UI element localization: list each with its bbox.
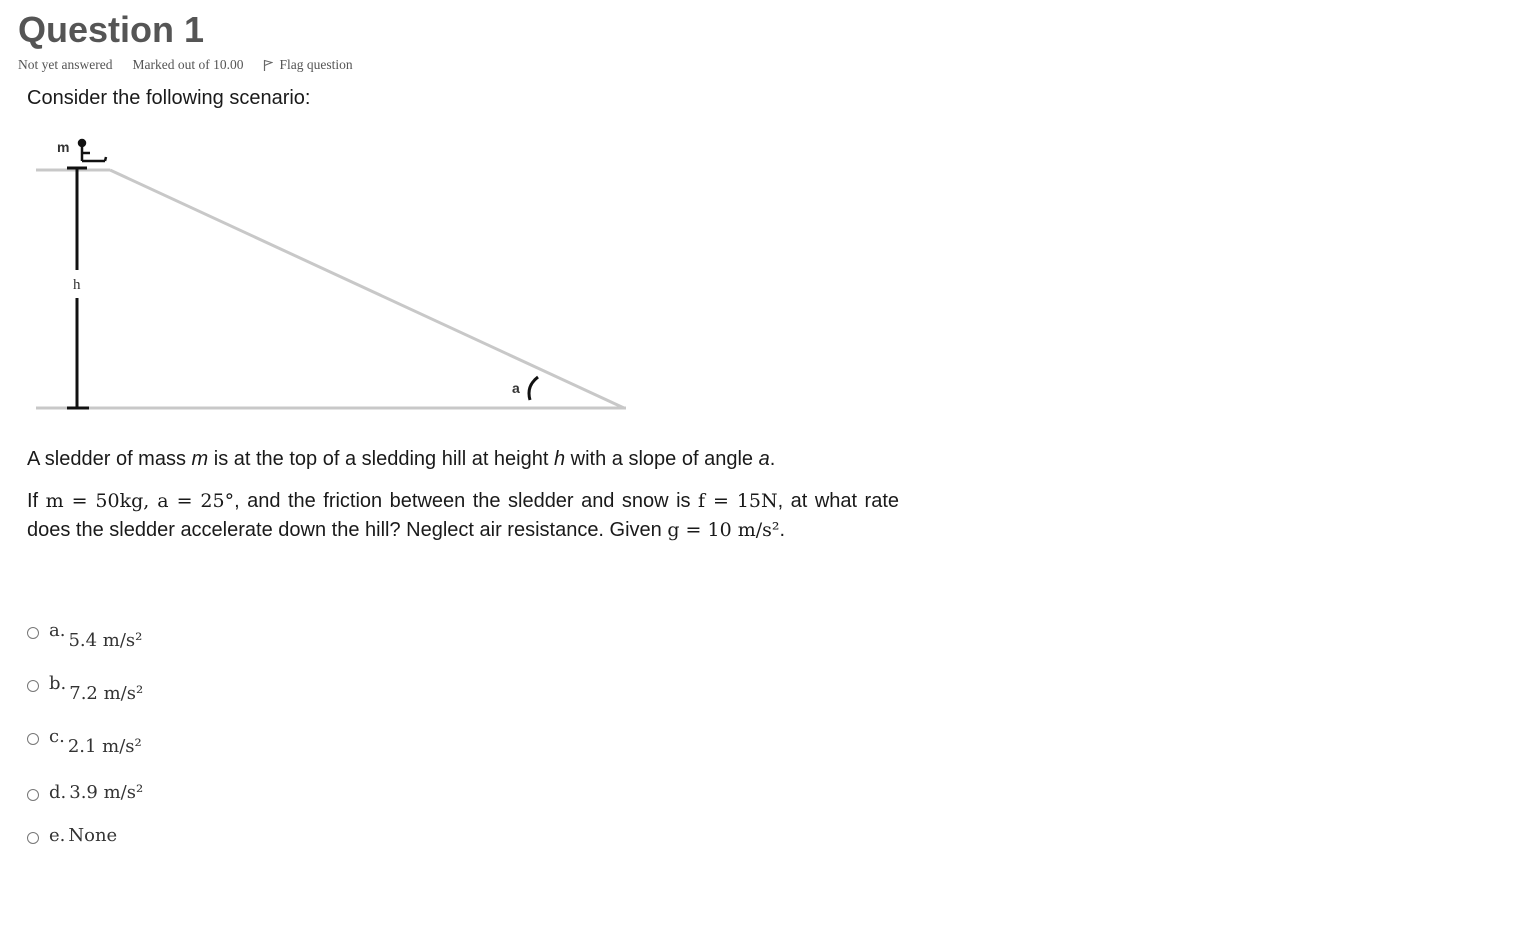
question-status: Not yet answered [18,57,113,72]
answer-option-d[interactable] [27,782,143,803]
question-grade: Marked out of 10.00 [132,57,244,72]
friction-expression: f = 15N [697,490,778,512]
height-label: h [73,277,81,293]
question-paragraph: If m = 50kg, a = 25°, and the friction between the sledder and snow is f = 15N, at what rate does the sledder accelerate down the hill? Neglect air resistance. Given g = 10 m/s². [27,490,900,541]
flag-question-label: Flag question [279,57,353,72]
angle-arc [529,377,538,400]
option-text: None [68,825,118,846]
question-title: Question 1 [18,9,205,50]
flag-question-button[interactable] [263,57,352,73]
scenario-paragraph: A sledder of mass m is at the top of a sledding hill at height h with a slope of angle a. [27,448,776,470]
var-h: h [553,448,566,470]
answer-option-a[interactable] [27,620,143,651]
flag-icon [263,59,273,71]
option-text: 2.1 m/s² [67,736,142,757]
option-text: 3.9 m/s² [69,782,144,803]
radio-button[interactable] [27,627,39,639]
answer-option-c[interactable] [27,726,142,757]
sledder-figure [79,140,106,161]
option-letter: c. [49,726,65,747]
sled-hill-diagram [30,132,630,417]
option-letter: a. [49,620,66,641]
var-m: m [191,448,209,470]
question-info [18,57,353,73]
radio-button[interactable] [27,680,39,692]
angle-label: a [512,380,520,396]
radio-button[interactable] [27,832,39,844]
question-text [27,84,899,112]
gravity-expression: g = 10 m/s² [667,519,780,541]
answer-option-b[interactable] [27,673,144,704]
radio-button[interactable] [27,789,39,801]
option-letter: e. [49,825,66,846]
option-letter: d. [49,782,67,803]
option-text: 7.2 m/s² [69,683,144,704]
question-header [18,8,204,52]
intro-text: Consider the following scenario: [27,87,311,109]
mass-angle-expression: m = 50kg, a = 25° [45,490,235,512]
option-text: 5.4 m/s² [68,630,143,651]
radio-button[interactable] [27,733,39,745]
mass-label: m [57,139,70,155]
option-letter: b. [49,673,67,694]
slope-line [110,170,624,408]
var-a: a [758,448,770,470]
answer-option-e[interactable] [27,825,117,846]
